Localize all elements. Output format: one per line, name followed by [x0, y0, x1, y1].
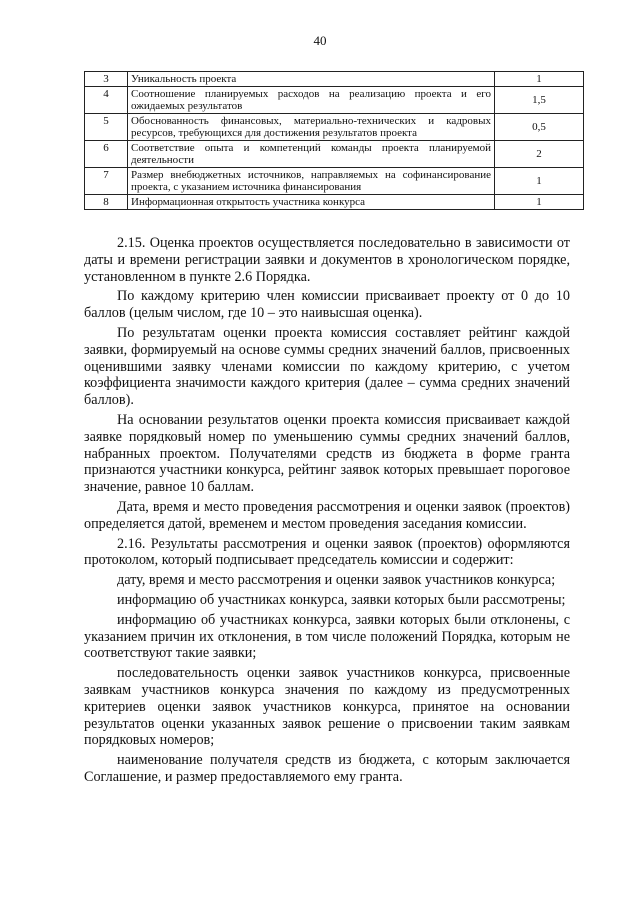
criterion-text: Обоснованность финансовых, материально-технических и кадровых ресурсов, требующихся для достижения результатов проекта	[128, 114, 495, 141]
paragraph: По каждому критерию член комиссии присваивает проекту от 0 до 10 баллов (целым числом, где 10 – это наивысшая оценка).	[84, 288, 570, 322]
criterion-number: 8	[85, 195, 128, 210]
table-row	[85, 195, 584, 210]
criterion-number: 3	[85, 72, 128, 87]
paragraph: 2.15. Оценка проектов осуществляется последовательно в зависимости от даты и времени регистрации заявки и документов в хронологическом порядке, установленном в пункте 2.6 Порядка.	[84, 235, 570, 285]
criteria-table	[84, 71, 584, 210]
criterion-weight: 1	[495, 168, 584, 195]
criterion-text: Уникальность проекта	[128, 72, 495, 87]
table-row	[85, 72, 584, 87]
table-row	[85, 114, 584, 141]
paragraph: дату, время и место рассмотрения и оценки заявок участников конкурса;	[117, 572, 556, 589]
criterion-weight: 0,5	[495, 114, 584, 141]
criterion-number: 7	[85, 168, 128, 195]
criterion-number: 4	[85, 87, 128, 114]
table-row	[85, 141, 584, 168]
paragraph: По результатам оценки проекта комиссия составляет рейтинг каждой заявки, формируемый на основе суммы средних значений баллов, присвоенных оценившими заявку членами комиссии по каждому критерию, с учетом коэффициента значимости каждого критерия (далее – сумма средних значений баллов).	[84, 324, 570, 409]
criterion-number: 6	[85, 141, 128, 168]
document-body	[84, 235, 570, 789]
criterion-text: Информационная открытость участника конкурса	[128, 195, 495, 210]
paragraph: На основании результатов оценки проекта комиссия присваивает каждой заявке порядковый номер по уменьшению суммы средних значений баллов, набранных проектом. Получателями средств из бюджета в форме гранта признаются участники конкурса, рейтинг заявок которых превышает пороговое значение, равное 10 баллам.	[84, 411, 570, 496]
criterion-text: Соответствие опыта и компетенций команды проекта планируемой деятельности	[128, 141, 495, 168]
paragraph: 2.16. Результаты рассмотрения и оценки заявок (проектов) оформляются протоколом, который подписывает председатель комиссии и содержит:	[84, 535, 570, 569]
paragraph: наименование получателя средств из бюджета, с которым заключается Соглашение, и размер предоставляемого ему гранта.	[84, 752, 570, 785]
paragraph: информацию об участниках конкурса, заявки которых были рассмотрены;	[117, 591, 566, 608]
paragraph: информацию об участниках конкурса, заявки которых были отклонены, с указанием причин их отклонения, в том числе положений Порядка, которым не соответствуют такие заявки;	[84, 611, 570, 662]
criterion-number: 5	[85, 114, 128, 141]
criterion-text: Размер внебюджетных источников, направляемых на софинансирование проекта, с указанием источника финансирования	[128, 168, 495, 195]
criterion-text: Соотношение планируемых расходов на реализацию проекта и его ожидаемых результатов	[128, 87, 495, 114]
paragraph: Дата, время и место проведения рассмотрения и оценки заявок (проектов) определяется датой, временем и местом проведения заседания комиссии.	[84, 498, 570, 532]
page-number: 40	[313, 33, 327, 48]
criterion-weight: 1	[495, 195, 584, 210]
criterion-weight: 1,5	[495, 87, 584, 114]
criterion-weight: 1	[495, 72, 584, 87]
table-row	[85, 168, 584, 195]
criterion-weight: 2	[495, 141, 584, 168]
table-row	[85, 87, 584, 114]
paragraph: последовательность оценки заявок участников конкурса, присвоенные заявкам участников конкурса значения по каждому из предусмотренных критериев оценки заявок участников конкурса, принятое на основании результатов оценки указанных заявок решение о присвоении таким заявкам порядковых номеров;	[84, 665, 570, 749]
